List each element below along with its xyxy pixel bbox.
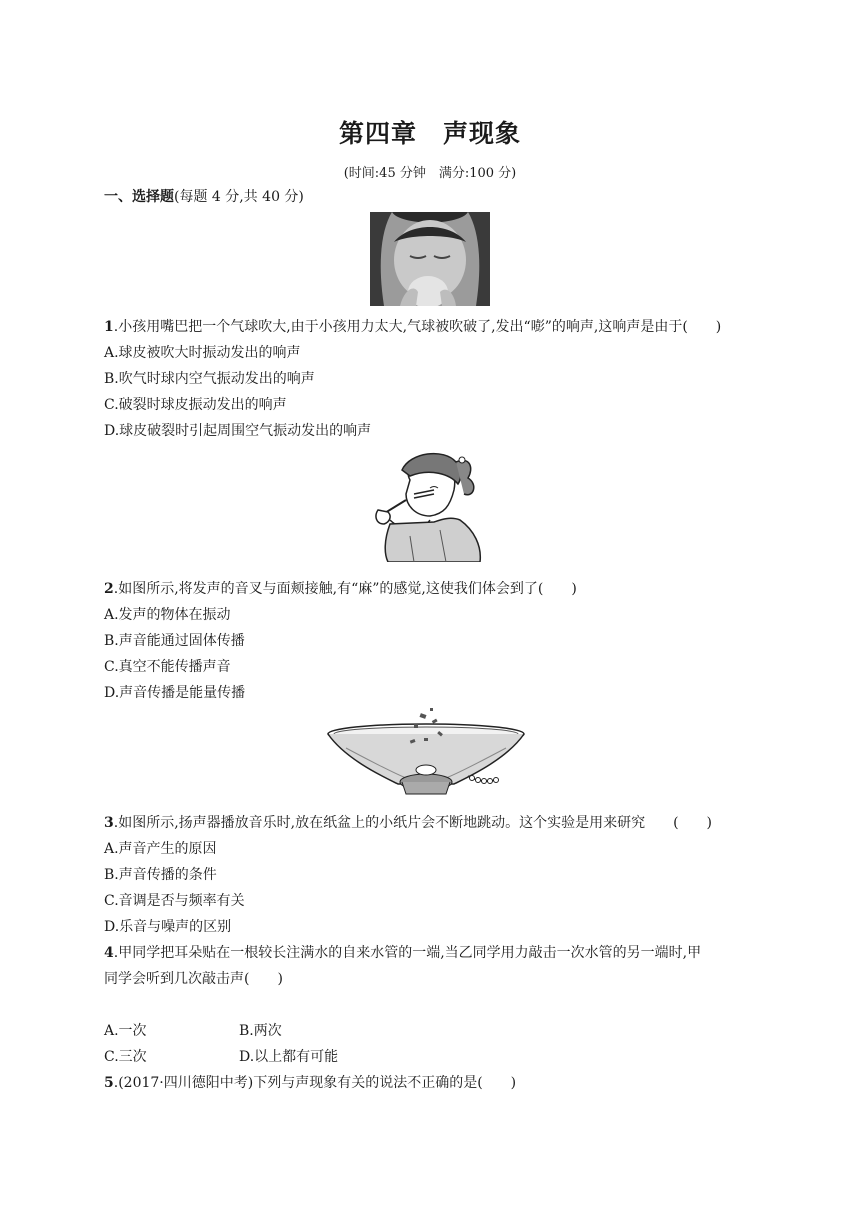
question-stem: .小孩用嘴巴把一个气球吹大,由于小孩用力太大,气球被吹破了,发出“嘭”的响声,这响声是由于( ) xyxy=(113,319,722,335)
option-c: C.真空不能传播声音 xyxy=(104,659,231,675)
section-note: (每题 4 分,共 40 分) xyxy=(174,189,304,205)
page-title: 第四章 声现象 xyxy=(338,119,521,148)
option-c: C.音调是否与频率有关 xyxy=(104,893,245,909)
option-d: D.乐音与噪声的区别 xyxy=(104,919,232,935)
section-label: 一、选择题 xyxy=(104,189,174,205)
question-stem: .甲同学把耳朵贴在一根较长注满水的自来水管的一端,当乙同学用力敲击一次水管的另一端时,甲 xyxy=(113,945,702,961)
option-d: D.以上都有可能 xyxy=(239,1049,339,1065)
option-b: B.声音传播的条件 xyxy=(104,867,217,883)
option-c: C.三次 xyxy=(104,1049,147,1065)
question-2 xyxy=(104,578,577,598)
question-number: 4 xyxy=(104,945,114,961)
loudspeaker-illustration xyxy=(326,708,534,798)
question-5 xyxy=(104,1072,516,1092)
question-stem: .如图所示,将发声的音叉与面颊接触,有“麻”的感觉,这使我们体会到了( ) xyxy=(113,581,577,597)
option-a: A.声音产生的原因 xyxy=(104,841,217,857)
question-stem: .如图所示,扬声器播放音乐时,放在纸盆上的小纸片会不断地跳动。这个实验是用来研究 ( ) xyxy=(113,815,713,831)
question-number: 5 xyxy=(104,1075,114,1091)
option-b: B.吹气时球内空气振动发出的响声 xyxy=(104,371,315,387)
option-d: D.球皮破裂时引起周围空气振动发出的响声 xyxy=(104,423,372,439)
question-4 xyxy=(104,942,701,962)
question-stem: .(2017·四川德阳中考)下列与声现象有关的说法不正确的是( ) xyxy=(113,1075,517,1091)
section-heading xyxy=(104,186,304,206)
question-1 xyxy=(104,316,721,336)
question-3 xyxy=(104,812,712,832)
tuning-fork-girl-illustration xyxy=(370,450,490,562)
option-a: A.一次 xyxy=(104,1023,147,1039)
question-number: 1 xyxy=(104,319,114,335)
option-b: B.声音能通过固体传播 xyxy=(104,633,245,649)
option-b: B.两次 xyxy=(239,1023,282,1039)
option-c: C.破裂时球皮振动发出的响声 xyxy=(104,397,287,413)
question-stem-continued: 同学会听到几次敲击声( ) xyxy=(104,971,283,987)
option-a: A.发声的物体在振动 xyxy=(104,607,231,623)
question-number: 2 xyxy=(104,581,114,597)
exam-info: (时间:45 分钟 满分:100 分) xyxy=(343,166,517,181)
question-number: 3 xyxy=(104,815,114,831)
balloon-child-photo xyxy=(370,212,490,306)
option-a: A.球皮被吹大时振动发出的响声 xyxy=(104,345,301,361)
option-d: D.声音传播是能量传播 xyxy=(104,685,246,701)
